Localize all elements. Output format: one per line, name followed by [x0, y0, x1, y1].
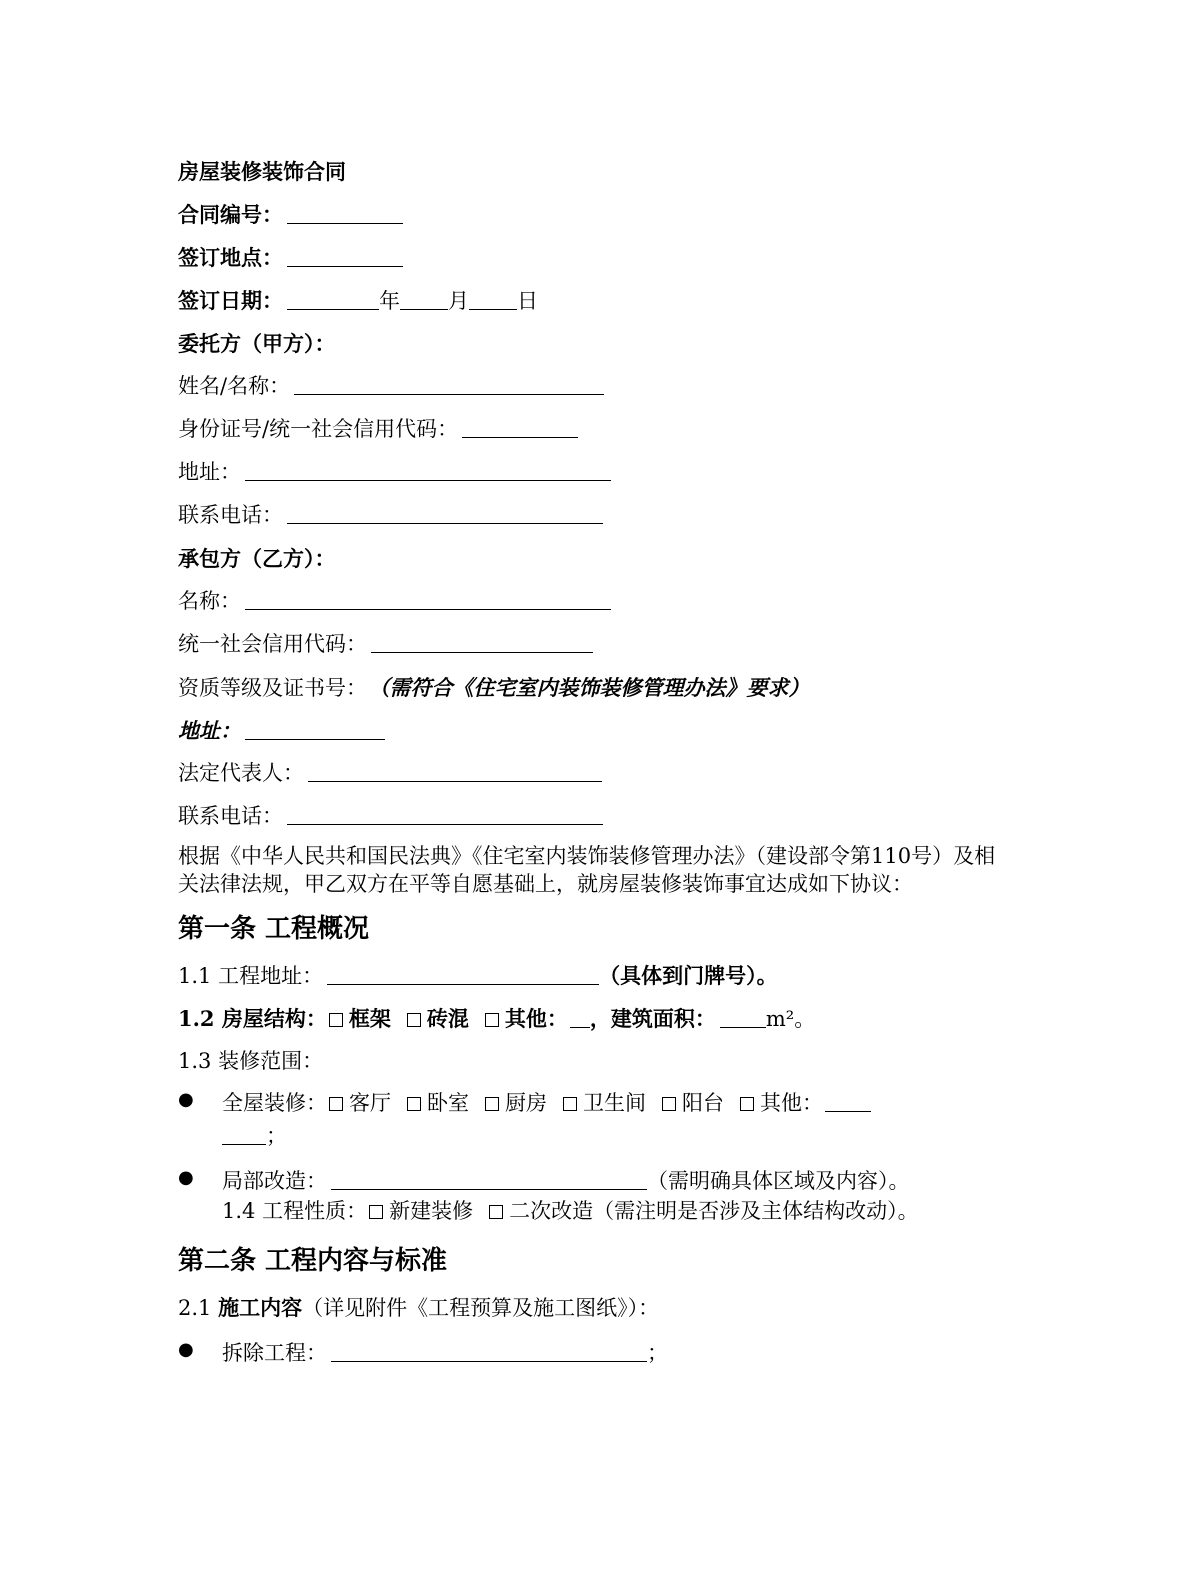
partial-renovation-blank: [331, 1163, 647, 1190]
party-a-heading: 委托方（甲方）：: [178, 331, 336, 356]
checkbox[interactable]: [740, 1097, 754, 1111]
contract-document: [178, 150, 1008, 1368]
party-b-legal-rep-blank: [308, 755, 602, 782]
item-2-1: 2.1 施工内容（详见附件《工程预算及施工图纸》）：: [178, 1295, 660, 1320]
bullet-icon: ●: [178, 1089, 194, 1110]
checkbox[interactable]: [563, 1097, 577, 1111]
bullet-icon: ●: [178, 1167, 194, 1188]
checkbox[interactable]: [407, 1013, 421, 1027]
contract-number-row: 合同编号：: [178, 193, 1008, 236]
party-b-address-row: 地址：: [178, 709, 1008, 752]
sign-place-blank: [287, 240, 403, 267]
structure-other-blank: [570, 1001, 590, 1028]
party-a-phone-row: 联系电话：: [178, 494, 1008, 537]
party-b-legal-rep-row: 法定代表人：: [178, 752, 1008, 795]
rooms-other-blank: [825, 1085, 871, 1112]
preamble: 根据《中华人民共和国民法典》《住宅室内装饰装修管理办法》（建设部令第110号）及相关法律法规，甲乙双方在平等自愿基础上，就房屋装修装饰事宜达成如下协议：: [178, 844, 996, 896]
checkbox[interactable]: [369, 1205, 383, 1219]
day-blank: [469, 283, 517, 310]
party-b-name-blank: [245, 583, 611, 610]
party-b-address-blank: [245, 713, 385, 740]
checkbox[interactable]: [329, 1097, 343, 1111]
party-b-name-row: 名称：: [178, 580, 1008, 623]
document-title: 房屋装修装饰合同: [178, 159, 346, 184]
month-blank: [400, 283, 448, 310]
demolition-blank: [331, 1335, 647, 1362]
party-b-credit-row: 统一社会信用代码：: [178, 623, 1008, 666]
article-2-heading: 第二条 工程内容与标准: [178, 1246, 448, 1276]
party-b-qualification-row: 资质等级及证书号： （需符合《住宅室内装饰装修管理办法》要求）: [178, 675, 810, 700]
party-a-address-blank: [245, 454, 611, 481]
party-a-address-row: 地址：: [178, 451, 1008, 494]
party-a-name-blank: [294, 368, 604, 395]
list-item-demolition: ● 拆除工程： ；: [178, 1335, 1008, 1368]
sign-place-row: 签订地点：: [178, 236, 1008, 279]
party-a-phone-blank: [287, 497, 603, 524]
bullet-icon: ●: [178, 1339, 194, 1360]
year-blank: [287, 283, 379, 310]
rooms-other-blank-cont: [222, 1118, 266, 1145]
party-b-phone-blank: [287, 798, 603, 825]
list-item-full-renovation: ● 全屋装修： 客厅 卧室 厨房 卫生间 阳台 其他： ；: [178, 1085, 1008, 1151]
area-blank: [720, 1001, 766, 1028]
checkbox[interactable]: [485, 1013, 499, 1027]
item-1-1: 1.1 工程地址： （具体到门牌号）。: [178, 954, 1008, 997]
project-address-blank: [327, 958, 599, 985]
party-b-phone-row: 联系电话：: [178, 795, 1008, 838]
party-b-heading: 承包方（乙方）：: [178, 546, 336, 571]
article-1-heading: 第一条 工程概况: [178, 914, 370, 944]
party-a-name-row: 姓名/名称：: [178, 365, 1008, 408]
party-a-id-row: 身份证号/统一社会信用代码：: [178, 408, 1008, 451]
contract-number-blank: [287, 197, 403, 224]
party-a-id-blank: [462, 411, 578, 438]
party-b-credit-blank: [371, 626, 593, 653]
checkbox[interactable]: [489, 1205, 503, 1219]
list-item-partial-renovation: ● 局部改造： （需明确具体区域及内容）。 1.4 工程性质： 新建装修 二次改造（需注明是否涉及主体结构改动）。: [178, 1163, 1008, 1226]
checkbox[interactable]: [407, 1097, 421, 1111]
qualification-note: （需符合《住宅室内装饰装修管理办法》要求）: [379, 675, 810, 700]
sign-date-row: 签订日期： 年 月 日: [178, 279, 1008, 322]
checkbox[interactable]: [485, 1097, 499, 1111]
item-1-3: 1.3 装修范围：: [178, 1049, 324, 1073]
item-1-2: 1.2 房屋结构： 框架 砖混 其他： ，建筑面积： m²。: [178, 997, 1008, 1040]
checkbox[interactable]: [662, 1097, 676, 1111]
checkbox[interactable]: [329, 1013, 343, 1027]
